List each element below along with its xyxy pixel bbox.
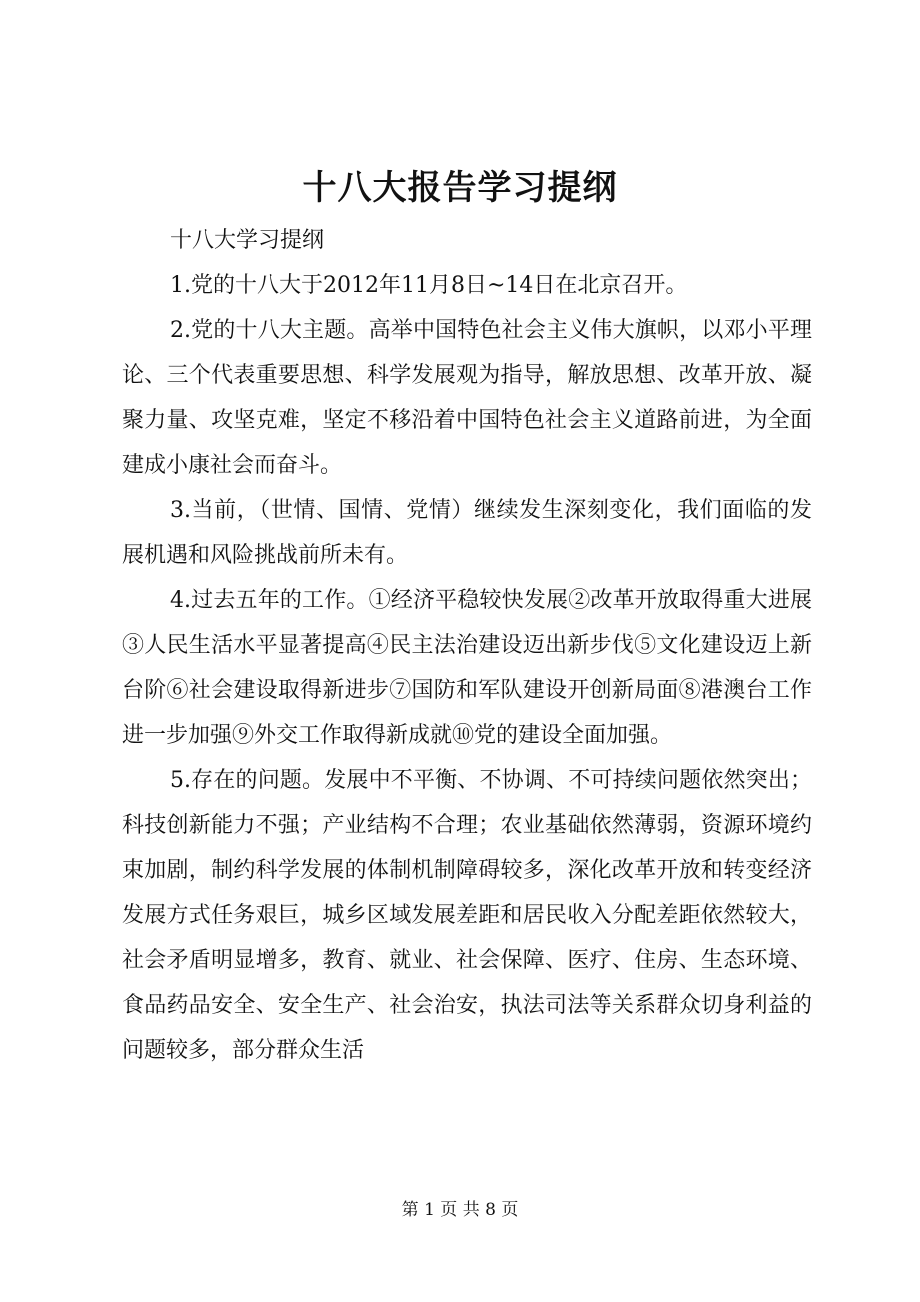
paragraph-2: 2.党的十八大主题。高举中国特色社会主义伟大旗帜，以邓小平理论、三个代表重要思想、科学发展观为指导，解放思想、改革开放、凝聚力量、攻坚克难，坚定不移沿着中国特色社会主义道路前进，为全面建成小康社会而奋斗。 bbox=[122, 318, 812, 478]
paragraph-5: 5.存在的问题。发展中不平衡、不协调、不可持续问题依然突出；科技创新能力不强；产业结构不合理；农业基础依然薄弱，资源环境约束加剧，制约科学发展的体制机制障碍较多，深化改革开放和转变经济发展方式任务艰巨，城乡区域发展差距和居民收入分配差距依然较大，社会矛盾明显增多，教育、就业、社会保障、医疗、住房、生态环境、食品药品安全、安全生产、社会治安，执法司法等关系群众切身利益的问题较多，部分群众生活 bbox=[122, 768, 812, 1063]
page-number-footer: 第 1 页 共 8 页 bbox=[401, 1200, 519, 1220]
subtitle-paragraph: 十八大学习提纲 bbox=[170, 228, 325, 253]
paragraph-1: 1.党的十八大于2012年11月8日~14日在北京召开。 bbox=[170, 273, 688, 298]
paragraph-3: 3.当前，（世情、国情、党情）继续发生深刻变化，我们面临的发展机遇和风险挑战前所未有。 bbox=[122, 498, 812, 568]
paragraph-4: 4.过去五年的工作。①经济平稳较快发展②改革开放取得重大进展③人民生活水平显著提高④民主法治建设迈出新步伐⑤文化建设迈上新台阶⑥社会建设取得新进步⑦国防和军队建设开创新局面⑧港澳台工作进一步加强⑨外交工作取得新成就⑩党的建设全面加强。 bbox=[122, 588, 812, 748]
document-body bbox=[122, 218, 812, 1073]
page-title: 十八大报告学习提纲 bbox=[302, 168, 618, 208]
